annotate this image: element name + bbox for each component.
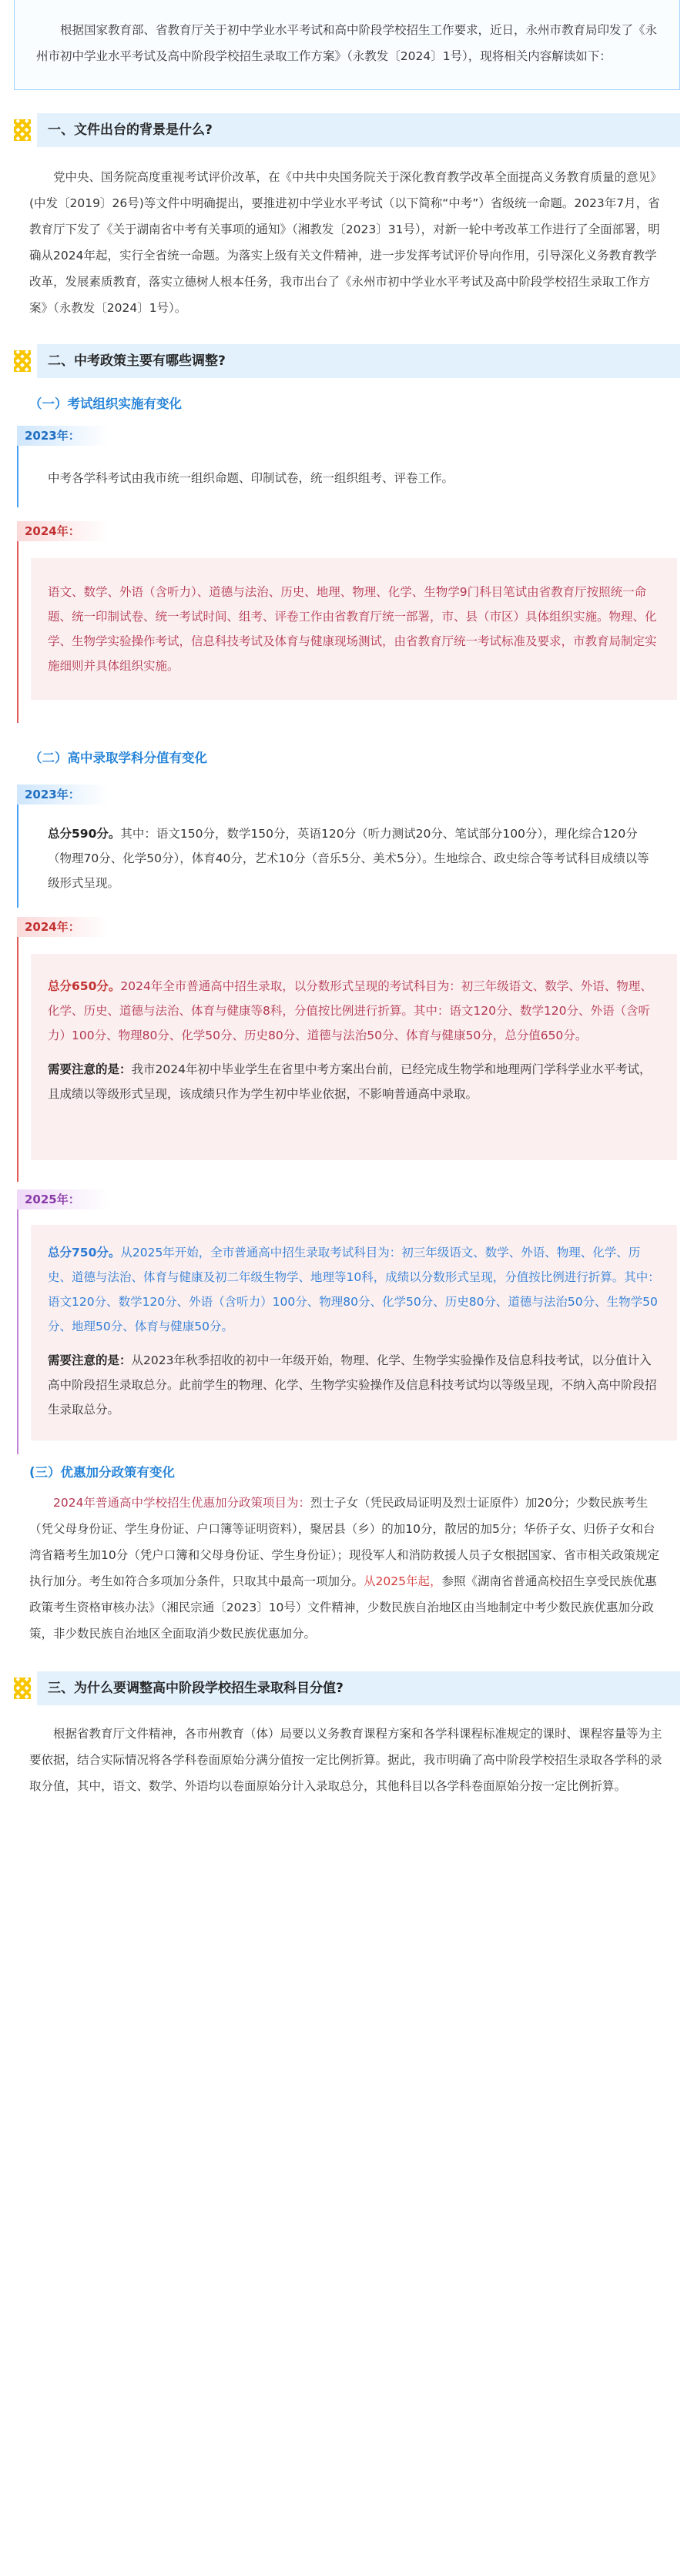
year-text: 语文、数学、外语（含听力）、道德与法治、历史、地理、物理、化学、生物学9门科目笔试由省教育厅按照统一命题、统一印制试卷、统一考试时间、组考、评卷工作由省教育厅统一部署，市、县（市区）具体组织实施。物理、化学、生物学实验操作考试，信息科技考试及体育与健康现场测试，由省教育厅统一考试标准及要求，市教育局制定实施细则并具体组织实施。: [31, 558, 677, 700]
year-tag: 2023年：: [17, 785, 109, 805]
year-tag: 2023年：: [17, 426, 109, 446]
section-title: 二、中考政策主要有哪些调整?: [48, 353, 226, 369]
year-block-2024: [17, 521, 677, 723]
score-detail: 其中：语文150分，数学150分，英语120分（听力测试20分、笔试部分100分），理化综合120分（物理70分、化学50分），体育40分，艺术10分（音乐5分、美术5分）。生地综合、政史综合等考试科目成绩以等级形式呈现。: [48, 827, 649, 890]
total-score: 总分590分。: [48, 827, 121, 841]
year-block-2023: [17, 785, 677, 908]
score-detail: 从2025年开始，全市普通高中招生录取考试科目为：初三年级语文、数学、外语、物理、化学、历史、道德与法治、体育与健康及初二年级生物学、地理等10科，成绩以分数形式呈现，分值按比例进行折算。其中：语文120分、数学120分、外语（含听力）100分、物理80分、化学50分、历史80分、道德与法治50分、生物学50分、地理50分、体育与健康50分。: [48, 1246, 660, 1333]
subsection-title: （一）考试组织实施有变化: [29, 396, 182, 411]
year-text: [31, 1225, 677, 1440]
total-score: 总分750分。: [48, 1246, 121, 1260]
stripe-icon: [14, 1678, 31, 1699]
note-text: 我市2024年初中毕业学生在省里中考方案出台前，已经完成生物学和地理两门学科学业水平考试，且成绩以等级形式呈现，该成绩只作为学生初中毕业依据，不影响普通高中录取。: [48, 1062, 652, 1101]
note-text: 从2023年秋季招收的初中一年级开始，物理、化学、生物学实验操作及信息科技考试，以分值计入高中阶段招生录取总分。此前学生的物理、化学、生物学实验操作及信息科技考试均以等级呈现，不纳入高中阶段招生录取总分。: [48, 1353, 657, 1417]
stripe-icon: [14, 350, 31, 372]
subsection-title: (三）优惠加分政策有变化: [29, 1465, 176, 1480]
section-heading-3: [14, 1671, 680, 1705]
year-block-2025: [17, 1189, 677, 1454]
note-lead: 需要注意的是：: [48, 1353, 132, 1367]
policy-detail: 烈士子女（凭民政局证明及烈士证原件）加20分；少数民族考生（凭父母身份证、学生身份证、户口簿等证明资料），聚居县（乡）的加10分，散居的加5分；华侨子女、归侨子女和台湾省籍考生加10分（凭户口簿和父母身份证、学生身份证）；现役军人和消防救援人员子女根据国家、省市相关政策规定执行加分。考生如符合多项加分条件，只取其中最高一项加分。: [29, 1496, 659, 1588]
year-text: [31, 814, 677, 908]
sub3-paragraph: [17, 1490, 677, 1647]
year-tag: 2025年：: [17, 1189, 109, 1209]
policy-from-2025: 从2025年起，: [364, 1574, 442, 1588]
year-block-2024: [17, 917, 677, 1182]
year-tag: 2024年：: [17, 917, 109, 937]
score-detail: 2024年全市普通高中招生录取，以分数形式呈现的考试科目为：初三年级语文、数学、外语、物理、化学、历史、道德与法治、体育与健康等8科，分值按比例进行折算。其中：语文120分、数学120分、外语（含听力）100分、物理80分、化学50分、历史80分、道德与法治50分、体育与健康50分，总分值650分。: [48, 979, 652, 1042]
timeline-line: [17, 521, 18, 723]
total-score: 总分650分。: [48, 979, 121, 993]
section-title: 一、文件出台的背景是什么?: [48, 122, 213, 138]
policy-2025-detail: 参照《湖南省普通高校招生享受民族优惠政策考生资格审核办法》（湘民宗通〔2023〕10号）文件精神，少数民族自治地区由当地制定中考少数民族优惠加分政策，非少数民族自治地区全面取消少数民族优惠加分。: [29, 1574, 657, 1641]
timeline-line: [17, 917, 18, 1182]
year-text: 中考各学科考试由我市统一组织命题、印制试卷，统一组织组考、评卷工作。: [48, 471, 454, 485]
policy-intro: 2024年普通高中学校招生优惠加分政策项目为：: [53, 1496, 310, 1510]
note-lead: 需要注意的是：: [48, 1062, 132, 1076]
year-block-2023: [17, 426, 677, 507]
year-text: [31, 954, 677, 1160]
intro-text: 根据国家教育部、省教育厅关于初中学业水平考试和高中阶段学校招生工作要求，近日，永州市教育局印发了《永州市初中学业水平考试及高中阶段学校招生录取工作方案》（永教发〔2024〕1号），现将相关内容解读如下：: [36, 23, 658, 63]
year-tag: 2024年：: [17, 521, 109, 541]
stripe-icon: [14, 119, 31, 141]
section-title: 三、为什么要调整高中阶段学校招生录取科目分值?: [48, 1681, 344, 1696]
subsection-title: （二）高中录取学科分值有变化: [29, 751, 207, 765]
section3-paragraph: 根据省教育厅文件精神，各市州教育（体）局要以义务教育课程方案和各学科课程标准规定的课时、课程容量等为主要依据，结合实际情况将各学科卷面原始分满分值按一定比例折算。据此，我市明确了高中阶段学校招生录取各学科的录取分值，其中，语文、数学、外语均以卷面原始分计入录取总分，其他科目以各学科卷面原始分按一定比例折算。: [29, 1727, 662, 1793]
intro-box: [14, 0, 680, 90]
section1-paragraph: 党中央、国务院高度重视考试评价改革，在《中共中央国务院关于深化教育教学改革全面提高义务教育质量的意见》(中发〔2019〕26号)等文件中明确提出，要推进初中学业水平考试（以下简称“中考”）省级统一命题。2023年7月，省教育厅下发了《关于湖南省中考有关事项的通知》（湘教发〔2023〕31号），对新一轮中考改革工作进行了全面部署，明确从2024年起，实行全省统一命题。为落实上级有关文件精神，进一步发挥考试评价导向作用，引导深化义务教育教学改革，发展素质教育，落实立德树人根本任务，我市出台了《永州市初中学业水平考试及高中阶段学校招生录取工作方案》（永教发〔2024〕1号）。: [29, 170, 662, 315]
section-heading-2: [14, 344, 680, 378]
section-heading-1: [14, 113, 680, 147]
timeline-line: [17, 1189, 18, 1454]
